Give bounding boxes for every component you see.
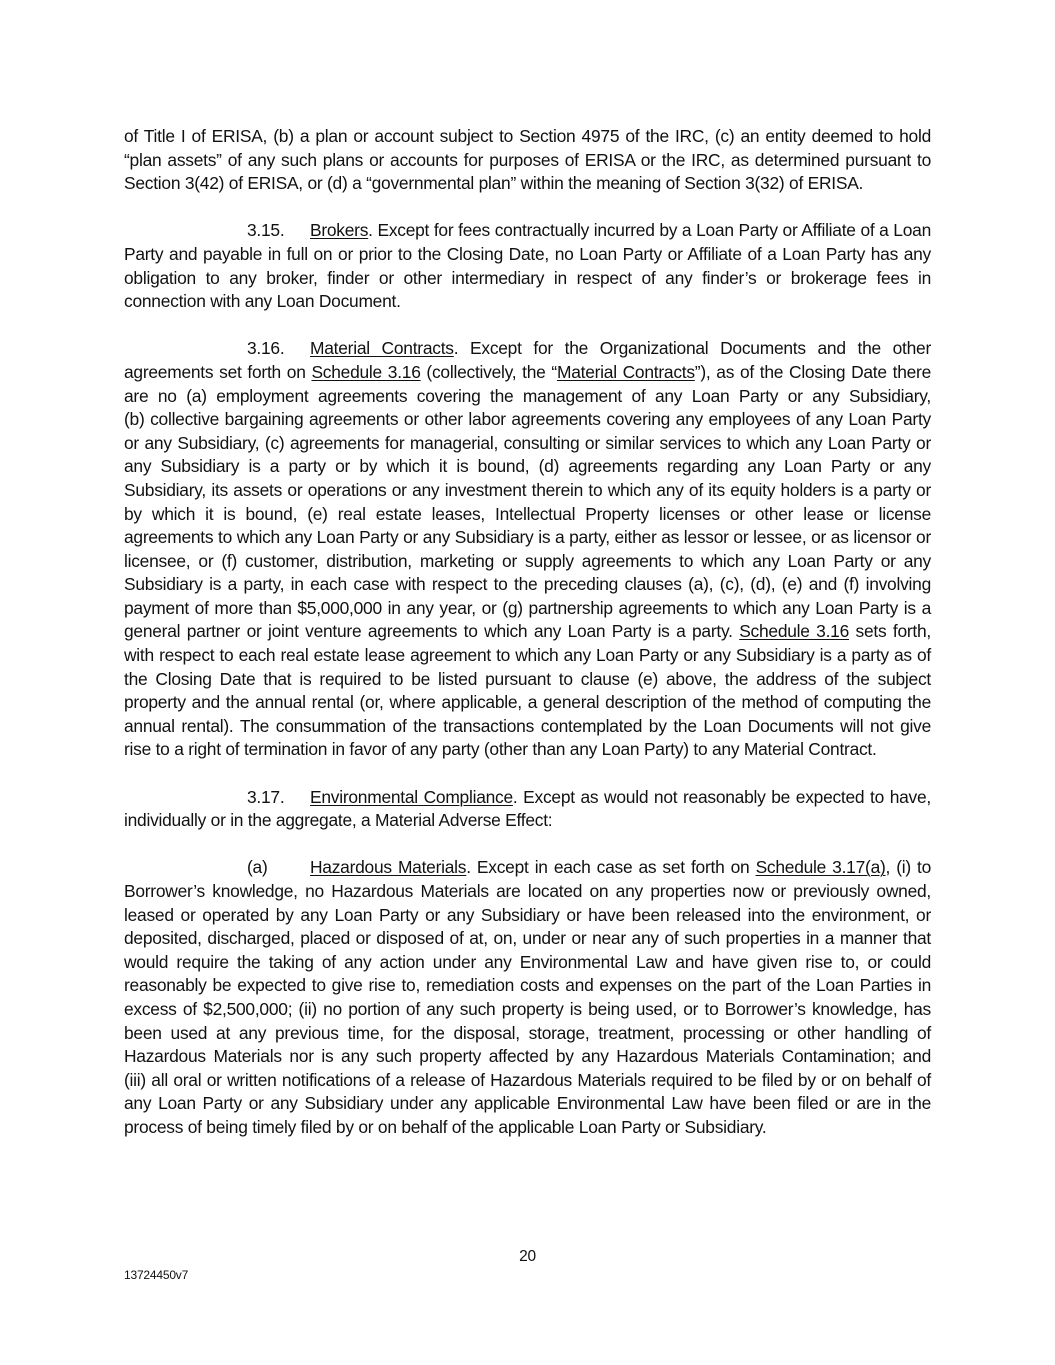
defined-term: Material Contracts (556, 361, 695, 382)
schedule-reference: Schedule 3.16 (739, 621, 850, 642)
section-heading: Environmental Compliance (310, 786, 513, 807)
section-3-15 (124, 219, 931, 313)
section-text: . Except for the Organizational Documents and the other agreements set forth on (124, 338, 932, 382)
section-number: 3.17. (247, 786, 285, 807)
section-number: 3.16. (247, 338, 285, 359)
section-text: (collectively, the “ (420, 361, 557, 382)
subsection-heading: Hazardous Materials (310, 857, 467, 878)
section-text: . Except as would not reasonably be expected to have, individually or in the aggregate, a Material Adverse Effect: (124, 786, 931, 831)
continuation-text: of Title I of ERISA, (b) a plan or account subject to Section 4975 of the IRC, (c) an entity deemed to hold “plan assets” of any such plans or accounts for purposes of ERISA or the IRC, as determined pursuant to Section 3(42) of ERISA, or (d) a “governmental plan” within the meaning of Section 3(32) of ERISA. (124, 126, 931, 194)
page-number: 20 (519, 1248, 536, 1265)
section-text: , (i) to Borrower’s knowledge, no Hazardous Materials are located on any properties now or previously owned, leased or operated by any Loan Party or any Subsidiary or have been released into the environment, or deposited, discharged, placed or disposed of at, on, under or near any of such properties in a manner that would require the taking of any action under any Environmental Law and have given rise to, or could reasonably be expected to give rise to, remediation costs and expenses on the part of the Loan Parties in excess of $2,500,000; (ii) no portion of any such property is being used, or to Borrower’s knowledge, has been used at any previous time, for the disposal, storage, treatment, processing or other handling of Hazardous Materials nor is any such property affected by any Hazardous Materials Contamination; and (iii) all oral or written notifications of a release of Hazardous Materials required to be filed by or on behalf of any Loan Party or any Subsidiary under any applicable Environmental Law have been filed or are in the process of being timely filed by or on behalf of the applicable Loan Party or Subsidiary. (124, 857, 932, 1137)
page-body (124, 125, 931, 1163)
section-text: . Except for fees contractually incurred by a Loan Party or Affiliate of a Loan Party and payable in full on or prior to the Closing Date, no Loan Party or Affiliate of a Loan Party has any obligation to any broker, finder or other intermediary in respect of any finder’s or brokerage fees in connection with any Loan Document. (124, 220, 931, 312)
schedule-reference: Schedule 3.16 (311, 361, 421, 382)
section-text: . Except in each case as set forth on (466, 857, 756, 878)
section-3-17-a (124, 856, 931, 1139)
section-text: ”), as of the Closing Date there are no (a) employment agreements covering the management of any Loan Party or any Subsidiary, (b) collective bargaining agreements or other labor agreements covering any employees of any Loan Party or any Subsidiary, (c) agreements for managerial, consulting or similar services to which any Loan Party or any Subsidiary is a party or by which it is bound, (d) agreements regarding any Loan Party or any Subsidiary, its assets or operations or any investment therein to which any of its equity holders is a party or by which it is bound, (e) real estate leases, Intellectual Property licenses or other lease or license agreements to which any Loan Party or any Subsidiary is a party, either as lessor or lessee, or as licensor or licensee, or (f) customer, distribution, marketing or supply agreements to which any Loan Party or any Subsidiary is a party, in each case with respect to the preceding clauses (a), (c), (d), (e) and (f) involving payment of more than $5,000,000 in any year, or (g) partnership agreements to which any Loan Party is a general partner or joint venture agreements to which any Loan Party is a party. (124, 361, 931, 642)
schedule-reference: Schedule 3.17(a) (755, 857, 886, 878)
subsection-number: (a) (247, 857, 268, 878)
document-id: 13724450v7 (124, 1268, 189, 1282)
paragraph-continuation (124, 125, 931, 196)
section-number: 3.15. (247, 220, 285, 241)
section-3-16 (124, 337, 931, 762)
section-heading: Material Contracts (310, 338, 454, 359)
section-text: sets forth, with respect to each real estate lease agreement to which any Loan Party or any Subsidiary is a party as of the Closing Date that is required to be listed pursuant to clause (e) above, the address of the subject property and the annual rental (or, where applicable, a general description of the method of computing the annual rental). The consummation of the transactions contemplated by the Loan Documents will not give rise to a right of termination in favor of any party (other than any Loan Party) to any Material Contract. (124, 621, 932, 760)
section-heading: Brokers (310, 220, 369, 241)
section-3-17 (124, 786, 931, 833)
